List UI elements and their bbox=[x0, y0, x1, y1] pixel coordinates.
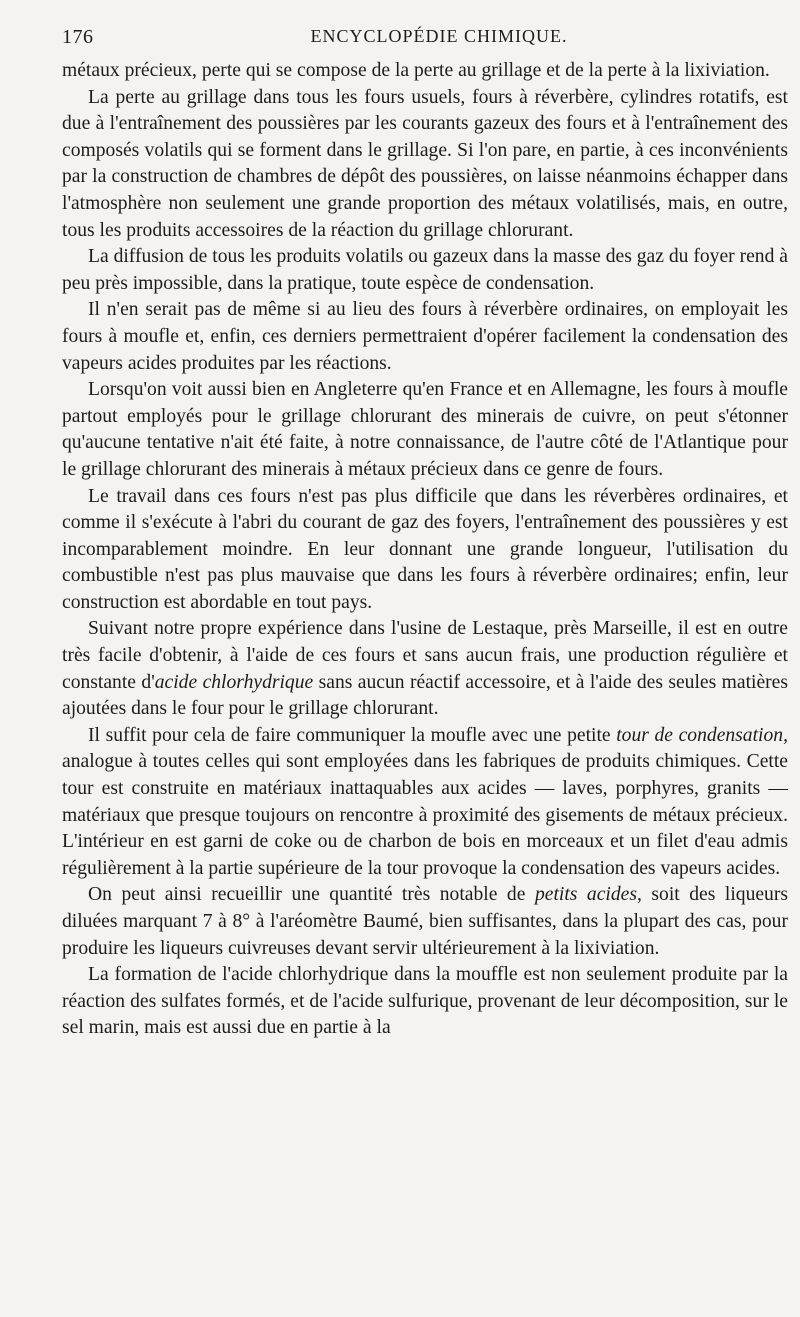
italic-term: tour de condensation, bbox=[616, 724, 788, 746]
text-run: On peut ainsi recueillir une quantité très notable de bbox=[88, 884, 535, 906]
running-title: ENCYCLOPÉDIE CHIMIQUE. bbox=[310, 26, 568, 46]
italic-term: acide chlorhydrique bbox=[154, 671, 314, 693]
body-text bbox=[62, 58, 788, 1042]
paragraph: La diffusion de tous les produits volatils ou gazeux dans la masse des gaz du foyer rend à peu près impossible, dans la pratique, toute espèce de condensation. bbox=[62, 246, 788, 294]
paragraph bbox=[62, 882, 788, 962]
paragraph bbox=[62, 723, 788, 883]
text-run: sans aucun réactif accessoire, et à l'aide des seules matières ajoutées dans le four pour le grillage chlorurant. bbox=[62, 671, 788, 720]
page-header bbox=[62, 26, 786, 50]
italic-term: petits acides, bbox=[534, 884, 642, 906]
paragraph: La formation de l'acide chlorhydrique dans la mouffle est non seulement produite par la réaction des sulfates formés, et de l'acide sulfurique, provenant de leur décomposition, sur le sel marin, mais est aussi due en partie à la bbox=[62, 964, 788, 1039]
paragraph: Il n'en serait pas de même si au lieu des fours à réverbère ordinaires, on employait les fours à moufle et, enfin, ces derniers permettraient d'opérer facilement la condensation des vapeurs acides produites par les réactions. bbox=[62, 299, 788, 374]
text-run: Suivant notre propre expérience dans l'usine de Lestaque, près Marseille, il est en outre très facile d'obtenir, à l'aide de ces fours et sans aucun frais, une production régulière et constante d' bbox=[62, 618, 788, 693]
page-number: 176 bbox=[62, 26, 94, 48]
paragraph: Le travail dans ces fours n'est pas plus difficile que dans les réverbères ordinaires, et comme il s'exécute à l'abri du courant de gaz des foyers, l'entraînement des poussières y est incomparablement moindre. En leur donnant une grande longueur, l'utilisation du combustible n'est pas plus mauvaise que dans les fours à réverbère ordinaires; enfin, leur construction est abordable en tout pays. bbox=[62, 485, 788, 613]
paragraph-continued: métaux précieux, perte qui se compose de la perte au grillage et de la perte à la lixiviation. bbox=[62, 60, 770, 81]
text-run: analogue à toutes celles qui sont employées dans les fabriques de produits chimiques. Cette tour est construite en matériaux inattaquables aux acides — laves, porphyres, granits — matériaux que presque toujours on rencontre à proximité des gisements de métaux précieux. L'intérieur en est garni de coke ou de charbon de bois en morceaux et un filet d'eau admis régulièrement à la partie supérieure de la tour provoque la condensation des vapeurs acides. bbox=[62, 751, 788, 879]
paragraph: Lorsqu'on voit aussi bien en Angleterre qu'en France et en Allemagne, les fours à moufle partout employés pour le grillage chlorurant des minerais de cuivre, on peut s'étonner qu'aucune tentative n'ait été faite, à notre connaissance, de l'autre côté de l'Atlantique pour le grillage chlorurant des minerais à métaux précieux dans ce genre de fours. bbox=[62, 379, 788, 480]
paragraph: La perte au grillage dans tous les fours usuels, fours à réverbère, cylindres rotatifs, est due à l'entraînement des poussières par les courants gazeux des fours et à l'entraînement des composés volatils qui se forment dans le grillage. Si l'on pare, en partie, à ces inconvénients par la construction de chambres de dépôt des poussières, on laisse néanmoins échapper dans l'atmosphère non seulement une grande proportion des métaux volatilisés, mais, en outre, tous les produits accessoires de la réaction du grillage chlorurant. bbox=[62, 86, 788, 241]
text-run: Il suffit pour cela de faire communiquer la moufle avec une petite bbox=[88, 724, 617, 746]
text-run: soit des liqueurs diluées marquant 7 à 8° à l'aréomètre Baumé, bien suffisantes, dans la plupart des cas, pour produire les liqueurs cuivreuses devant servir ultérieurement à la lixiviation. bbox=[62, 884, 789, 959]
paragraph bbox=[62, 616, 788, 722]
